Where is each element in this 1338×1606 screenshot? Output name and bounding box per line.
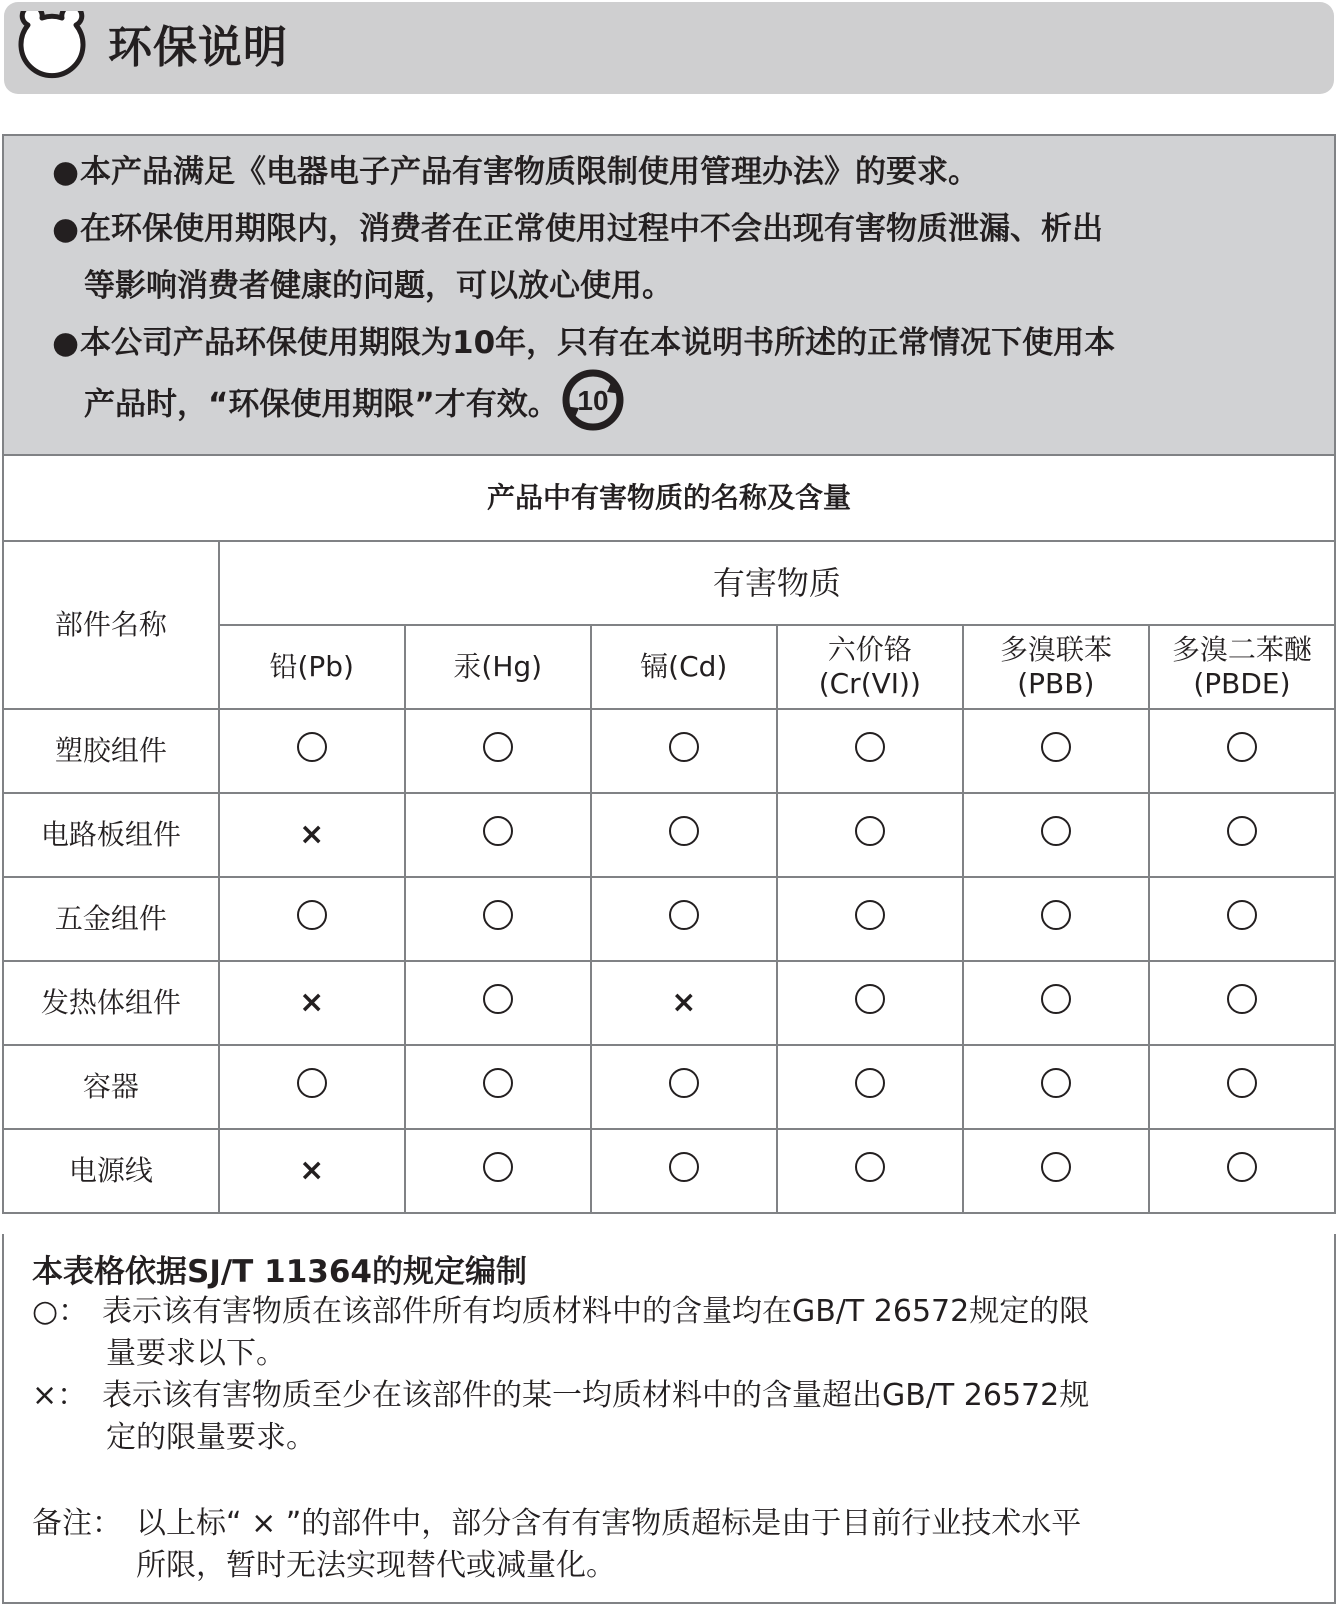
substance-cell bbox=[405, 793, 591, 877]
circle-mark-icon bbox=[1227, 1068, 1257, 1098]
circle-mark-icon bbox=[297, 732, 327, 762]
substance-cell bbox=[777, 793, 963, 877]
x-symbol-label: ×： bbox=[32, 1378, 88, 1413]
part-name-cell: 五金组件 bbox=[3, 877, 219, 961]
part-name-cell: 容器 bbox=[3, 1045, 219, 1129]
substance-cell bbox=[777, 877, 963, 961]
bullet-icon: ● bbox=[52, 211, 80, 247]
substance-header bbox=[219, 625, 405, 709]
circle-mark-icon bbox=[483, 816, 513, 846]
substances-group-header: 有害物质 bbox=[219, 541, 1335, 625]
epup-10-year-icon bbox=[561, 368, 625, 432]
table-row bbox=[3, 1045, 1335, 1129]
o-note-line-2: 量要求以下。 bbox=[106, 1336, 286, 1371]
bullet-icon: ● bbox=[52, 154, 80, 190]
substance-name: 镉(Cd) bbox=[640, 650, 728, 683]
circle-mark-icon bbox=[669, 1152, 699, 1182]
substance-cell bbox=[405, 961, 591, 1045]
intro-line-3: ●本公司产品环保使用期限为10年，只有在本说明书所述的正常情况下使用本 bbox=[52, 325, 1116, 361]
part-name-header: 部件名称 bbox=[3, 541, 219, 709]
intro-line-1: ●本产品满足《电器电子产品有害物质限制使用管理办法》的要求。 bbox=[52, 154, 979, 190]
circle-mark-icon bbox=[855, 732, 885, 762]
substance-cell bbox=[1149, 961, 1335, 1045]
substance-header bbox=[405, 625, 591, 709]
intro-line-3-cont: 产品时，“环保使用期限”才有效。 10 bbox=[84, 380, 625, 432]
circle-mark-icon bbox=[1227, 984, 1257, 1014]
circle-mark-icon bbox=[1041, 984, 1071, 1014]
substance-formula: (Cr(VI)) bbox=[818, 667, 921, 700]
substance-cell bbox=[219, 1129, 405, 1213]
x-note-line-2: 定的限量要求。 bbox=[106, 1420, 316, 1455]
part-name-cell: 电路板组件 bbox=[3, 793, 219, 877]
substance-cell bbox=[1149, 1129, 1335, 1213]
substance-cell bbox=[219, 709, 405, 793]
substance-cell bbox=[777, 961, 963, 1045]
substance-formula: (PBB) bbox=[1017, 667, 1095, 700]
substance-cell bbox=[963, 793, 1149, 877]
notes-panel bbox=[2, 1234, 1336, 1604]
substance-cell bbox=[963, 961, 1149, 1045]
substance-name: 六价铬 bbox=[827, 633, 912, 666]
substance-cell bbox=[963, 709, 1149, 793]
remark-label: 备注： bbox=[32, 1506, 122, 1541]
circle-mark-icon bbox=[855, 816, 885, 846]
circle-mark-icon bbox=[297, 1068, 327, 1098]
circle-mark-icon bbox=[1227, 1152, 1257, 1182]
circle-mark-icon bbox=[669, 732, 699, 762]
remark-line-1: 以上标“ × ”的部件中，部分含有有害物质超标是由于目前行业技术水平 bbox=[136, 1506, 1082, 1541]
substance-cell bbox=[591, 1045, 777, 1129]
bullet-icon: ● bbox=[52, 325, 80, 361]
circle-mark-icon bbox=[669, 1068, 699, 1098]
circle-mark-icon bbox=[855, 1152, 885, 1182]
hazardous-substances-table bbox=[2, 454, 1336, 1214]
substance-cell bbox=[219, 877, 405, 961]
substance-cell bbox=[963, 1129, 1149, 1213]
cross-mark: × bbox=[299, 1153, 325, 1188]
circle-mark-icon bbox=[1041, 1068, 1071, 1098]
table-row bbox=[3, 1129, 1335, 1213]
cross-mark: × bbox=[299, 817, 325, 852]
substance-cell bbox=[219, 1045, 405, 1129]
circle-mark-icon bbox=[855, 1068, 885, 1098]
table-row bbox=[3, 793, 1335, 877]
substance-cell bbox=[405, 877, 591, 961]
bear-head-icon bbox=[14, 11, 90, 87]
substance-cell bbox=[1149, 709, 1335, 793]
intro-line-2: ●在环保使用期限内，消费者在正常使用过程中不会出现有害物质泄漏、析出 bbox=[52, 211, 1103, 247]
substance-cell bbox=[405, 1129, 591, 1213]
circle-mark-icon bbox=[1041, 732, 1071, 762]
table-row bbox=[3, 709, 1335, 793]
circle-mark-icon bbox=[855, 900, 885, 930]
substance-name: 多溴联苯 bbox=[999, 633, 1112, 666]
substance-cell bbox=[591, 961, 777, 1045]
notes-title: 本表格依据SJ/T 11364的规定编制 bbox=[32, 1254, 527, 1290]
table-body bbox=[3, 709, 1335, 1213]
circle-mark-icon bbox=[1041, 1152, 1071, 1182]
substance-cell bbox=[777, 709, 963, 793]
circle-mark-icon bbox=[483, 900, 513, 930]
substance-header bbox=[1149, 625, 1335, 709]
part-name-cell: 电源线 bbox=[3, 1129, 219, 1213]
cross-mark: × bbox=[671, 985, 697, 1020]
substance-header bbox=[963, 625, 1149, 709]
substance-cell bbox=[591, 709, 777, 793]
substance-cell bbox=[1149, 793, 1335, 877]
circle-mark-icon bbox=[297, 900, 327, 930]
intro-line-2-cont: 等影响消费者健康的问题，可以放心使用。 bbox=[84, 268, 673, 304]
circle-mark-icon bbox=[1041, 816, 1071, 846]
circle-mark-icon bbox=[669, 816, 699, 846]
substance-header bbox=[591, 625, 777, 709]
substance-cell bbox=[405, 709, 591, 793]
substance-cell bbox=[591, 1129, 777, 1213]
substance-cell bbox=[591, 793, 777, 877]
x-note-line-1: 表示该有害物质至少在该部件的某一均质材料中的含量超出GB/T 26572规 bbox=[102, 1378, 1090, 1413]
substance-formula: (PBDE) bbox=[1193, 667, 1291, 700]
substance-cell bbox=[963, 877, 1149, 961]
substance-cell bbox=[405, 1045, 591, 1129]
o-symbol-label: ○： bbox=[32, 1294, 89, 1329]
circle-mark-icon bbox=[483, 732, 513, 762]
substance-cell bbox=[963, 1045, 1149, 1129]
part-name-cell: 塑胶组件 bbox=[3, 709, 219, 793]
table-row bbox=[3, 961, 1335, 1045]
substance-name: 铅(Pb) bbox=[269, 650, 354, 683]
substance-cell bbox=[1149, 1045, 1335, 1129]
substance-header bbox=[777, 625, 963, 709]
table-row bbox=[3, 877, 1335, 961]
page-title: 环保说明 bbox=[108, 22, 288, 73]
epup-logo-text: 10 bbox=[577, 385, 609, 416]
cross-mark: × bbox=[299, 985, 325, 1020]
substance-name: 多溴二苯醚 bbox=[1171, 633, 1312, 666]
circle-mark-icon bbox=[1041, 900, 1071, 930]
substance-cell bbox=[777, 1129, 963, 1213]
remark-line-2: 所限，暂时无法实现替代或减量化。 bbox=[136, 1548, 616, 1583]
circle-mark-icon bbox=[483, 984, 513, 1014]
substance-cell bbox=[219, 961, 405, 1045]
part-name-cell: 发热体组件 bbox=[3, 961, 219, 1045]
circle-mark-icon bbox=[669, 900, 699, 930]
header-bar bbox=[4, 2, 1334, 94]
circle-mark-icon bbox=[855, 984, 885, 1014]
substance-cell bbox=[591, 877, 777, 961]
substance-cell bbox=[777, 1045, 963, 1129]
circle-mark-icon bbox=[1227, 900, 1257, 930]
intro-panel bbox=[2, 134, 1336, 454]
circle-mark-icon bbox=[1227, 816, 1257, 846]
substance-cell bbox=[1149, 877, 1335, 961]
circle-mark-icon bbox=[483, 1068, 513, 1098]
substance-name: 汞(Hg) bbox=[453, 650, 543, 683]
table-caption: 产品中有害物质的名称及含量 bbox=[3, 455, 1335, 541]
substance-cell bbox=[219, 793, 405, 877]
o-note-line-1: 表示该有害物质在该部件所有均质材料中的含量均在GB/T 26572规定的限 bbox=[102, 1294, 1090, 1329]
circle-mark-icon bbox=[1227, 732, 1257, 762]
circle-mark-icon bbox=[483, 1152, 513, 1182]
